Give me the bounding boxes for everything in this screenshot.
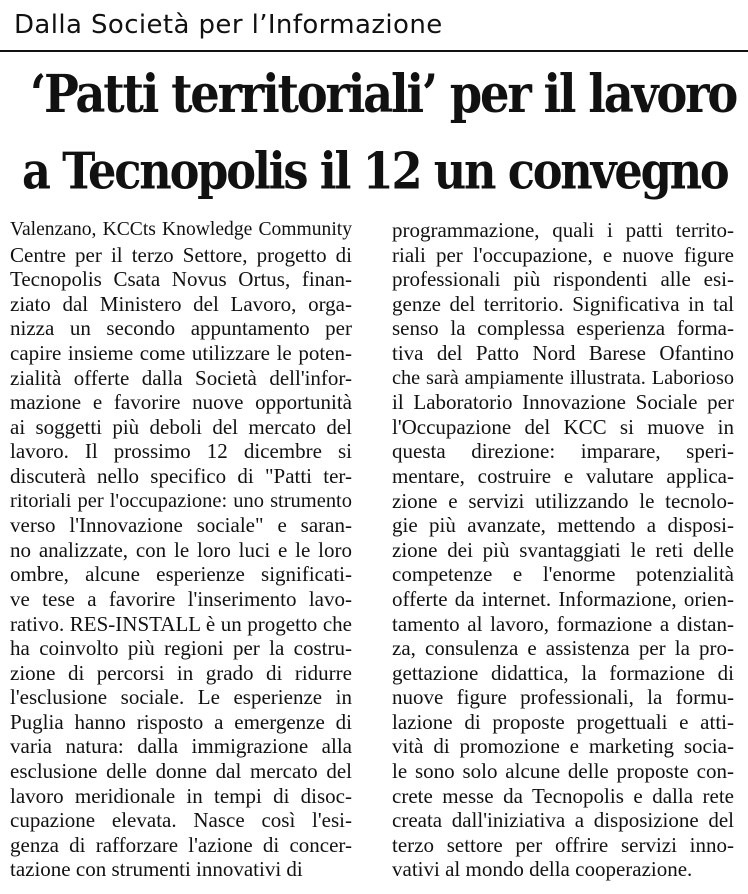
- article-line: Centre per il terzo Settore, progetto di: [10, 242, 352, 267]
- article-line: Puglia hanno risposto a emergenze di: [10, 709, 352, 734]
- article-line: za, consulenza e assistenza per la pro-: [392, 636, 734, 661]
- article-line: ziato dal Ministero del Lavoro, orga-: [10, 291, 352, 316]
- article-line: l'Occupazione del KCC si muove in: [392, 414, 734, 439]
- article-line: gettazione didattica, la formazione di: [392, 660, 734, 685]
- article-line: ombre, alcune esperienze significati-: [10, 562, 352, 587]
- article-line: zione e servizi utilizzando le tecnolo-: [392, 488, 734, 513]
- article-line: genza di rafforzare l'azione di concer-: [10, 832, 352, 857]
- kicker-rule: [0, 50, 748, 52]
- headline-line-1: ‘Patti territoriali’ per il lavoro: [30, 62, 737, 125]
- article-line: ha coinvolto più regioni per la costru-: [10, 636, 352, 661]
- article-line: professionali più rispondenti alle esi-: [392, 267, 734, 292]
- article-line: ritoriali per l'occupazione: uno strumento: [10, 489, 352, 512]
- article-line: gie più avanzate, mettendo a disposi-: [392, 513, 734, 538]
- article-line: nuove figure professionali, la formu-: [392, 685, 734, 710]
- article-line: capire insieme come utilizzare le poten-: [10, 340, 352, 365]
- article-line: zione di percorsi in grado di ridurre: [10, 660, 352, 685]
- article-line: Tecnopolis Csata Novus Ortus, finan-: [10, 267, 352, 292]
- article-line: questa direzione: imparare, speri-: [392, 439, 734, 464]
- article-line: creata dall'iniziativa a disposizione del: [392, 808, 734, 833]
- article-line: rativo. RES-INSTALL è un progetto che: [10, 611, 352, 636]
- article-line: discuterà nello specifico di "Patti ter-: [10, 463, 352, 488]
- article-left-column: [10, 218, 352, 882]
- article-line: genze del territorio. Significativa in tal: [392, 291, 734, 316]
- article-line: vità di promozione e marketing socia-: [392, 734, 734, 759]
- article-line: nizza un secondo appuntamento per: [10, 316, 352, 341]
- article-line: ve tese a favorire l'inserimento lavo-: [10, 586, 352, 611]
- article-line: mentare, costruire e valutare applica-: [392, 463, 734, 488]
- article-line: che sarà ampiamente illustrata. Laborioso: [392, 366, 734, 389]
- kicker: Dalla Società per l’Informazione: [14, 10, 443, 40]
- article-line: terzo settore per offrire servizi inno-: [392, 832, 734, 857]
- article-line: cupazione elevata. Nasce così l'esi-: [10, 808, 352, 833]
- article-line: offerte da internet. Informazione, orien-: [392, 586, 734, 611]
- article-line: crete messe da Tecnopolis e dalla rete: [392, 783, 734, 808]
- article-line: lavoro meridionale in tempi di disoc-: [10, 783, 352, 808]
- article-line: tazione con strumenti innovativi di: [10, 857, 303, 882]
- article-line: l'esclusione sociale. Le esperienze in: [10, 685, 352, 710]
- article-line: competenze e l'enorme potenzialità: [392, 562, 734, 587]
- article-line: vativi al mondo della cooperazione.: [392, 857, 693, 882]
- article-right-column: [392, 218, 734, 882]
- article-line: esclusione delle donne dal mercato del: [10, 759, 352, 784]
- article-line: il Laboratorio Innovazione Sociale per: [392, 390, 734, 415]
- article-line: Valenzano, KCCts Knowledge Community: [10, 219, 352, 240]
- headline-line-2: a Tecnopolis il 12 un convegno: [22, 141, 728, 201]
- article-line: lazione di proposte progettuali e atti-: [392, 709, 734, 734]
- article-line: lavoro. Il prossimo 12 dicembre si: [10, 439, 352, 464]
- article-line: programmazione, quali i patti territo-: [392, 218, 734, 242]
- article-line: zialità offerte dalla Società dell'infor-: [10, 365, 352, 390]
- article-line: senso la complessa esperienza forma-: [392, 316, 734, 341]
- article-line: tamento al lavoro, formazione a distan-: [392, 611, 734, 636]
- article-line: varia natura: dalla immigrazione alla: [10, 734, 352, 759]
- article-line: ai soggetti più deboli del mercato del: [10, 414, 352, 439]
- article-line: no analizzate, con le loro luci e le loro: [10, 537, 352, 562]
- article-line: le sono solo alcune delle proposte con-: [392, 759, 734, 784]
- article-line: zione dei più svantaggiati le reti delle: [392, 537, 734, 562]
- article-line: mazione e favorire nuove opportunità: [10, 390, 352, 415]
- article-line: tiva del Patto Nord Barese Ofantino: [392, 340, 734, 365]
- article-line: verso l'Innovazione sociale" e saran-: [10, 513, 352, 538]
- article-line: riali per l'occupazione, e nuove figure: [392, 242, 734, 267]
